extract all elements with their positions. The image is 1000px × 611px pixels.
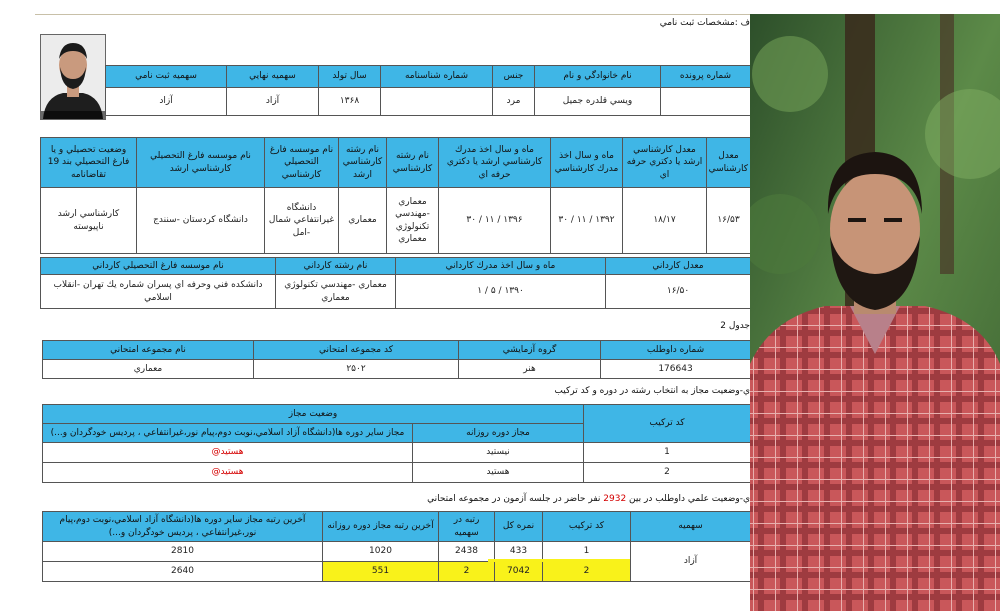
- edu-header: ماه و سال اخذ مدرك كارشناسي: [551, 138, 623, 188]
- reg-value: ۱۳۶۸: [319, 88, 381, 116]
- edu-value: دانشگاه غيرانتفاعي شمال -امل: [265, 188, 339, 254]
- rank-code: 2: [543, 562, 631, 582]
- assoc-value: دانشكده فني وحرفه اي پسران شماره يك تهران -انقلاب اسلامي: [41, 275, 276, 309]
- education-value-row: [41, 188, 751, 254]
- section-title-ranking: ي-وضعيت علمي داوطلب در بين 2932 نفر حاضر در جلسه آزمون در مجموعه امتحاني: [427, 494, 750, 504]
- eligibility-code-header: كد تركيب: [584, 405, 751, 443]
- total-participants: 2932: [603, 494, 627, 504]
- edu-header: نام رشته كارشناسي: [387, 138, 439, 188]
- exam-value: معماري: [43, 360, 254, 379]
- reg-value: آزاد: [106, 88, 227, 116]
- assoc-header: ماه و سال اخذ مدرك كارداني: [396, 258, 606, 275]
- edu-value: ۱۳۹۶ / ۱۱ / ۳۰: [439, 188, 551, 254]
- eligibility-daily-header: مجاز دوره روزانه: [413, 424, 584, 443]
- section-title-eligibility: ي-وضعيت مجاز به انتخاب رشته در دوره و كد تركيب: [554, 386, 750, 396]
- assoc-value: ۱۶/۵۰: [606, 275, 751, 309]
- rank-last-daily: 551: [323, 562, 439, 582]
- eligibility-other: هستيد@: [43, 463, 413, 483]
- applicant-portrait-icon: [41, 35, 105, 119]
- section-title-table2: جدول 2: [720, 321, 750, 331]
- rank-header: رتبه در سهميه: [439, 512, 495, 542]
- exam-value: 176643: [601, 360, 751, 379]
- reg-value: ويسي قلدره جميل: [535, 88, 661, 116]
- eligibility-other: هستيد@: [43, 443, 413, 463]
- highlight-marker: [488, 559, 630, 562]
- section-title-registration: ف :مشخصات ثبت نامي: [659, 18, 750, 28]
- reg-header: شماره پرونده: [661, 66, 751, 88]
- top-divider: [35, 14, 750, 15]
- edu-header: وضعيت تحصيلي و يا فارغ التحصيلي بند 19 تقاضانامه: [41, 138, 137, 188]
- ranking-table: [42, 511, 750, 582]
- edu-header: ماه و سال اخذ مدرك كارشناسي ارشد يا دكتري حرفه اي: [439, 138, 551, 188]
- eligibility-status-header: وضعيت مجاز: [43, 405, 584, 424]
- reg-header: شماره شناسنامه: [381, 66, 493, 88]
- assoc-value: معماري -مهندسي تكنولوژي معماري: [276, 275, 396, 309]
- exam-header: گروه آزمايشي: [459, 341, 601, 360]
- exam-header: كد مجموعه امتحاني: [254, 341, 459, 360]
- eligibility-daily: هستيد: [413, 463, 584, 483]
- registration-table: [105, 65, 750, 116]
- assoc-header: معدل كارداني: [606, 258, 751, 275]
- reg-header: نام خانوادگي و نام: [535, 66, 661, 88]
- rank-code: 1: [543, 542, 631, 562]
- eligibility-header-row-1: [43, 405, 751, 424]
- rank-last-daily: 1020: [323, 542, 439, 562]
- rank-header: آخرين رتبه مجاز دوره روزانه: [323, 512, 439, 542]
- exam-group-table: [42, 340, 750, 379]
- rank-header: آخرين رتبه مجاز ساير دوره ها(دانشگاه آزاد اسلامي،نوبت دوم،پيام نور،غيرانتفاعي ، پرديس خودگردان و...): [43, 512, 323, 542]
- exam-header: شماره داوطلب: [601, 341, 751, 360]
- exam-value-row: [43, 360, 751, 379]
- ranking-header-row: [43, 512, 751, 542]
- registration-value-row: [106, 88, 751, 116]
- reg-value: مرد: [493, 88, 535, 116]
- rank-quota: آزاد: [631, 542, 751, 582]
- exam-value: هنر: [459, 360, 601, 379]
- rank-total-score: 7042: [495, 562, 543, 582]
- edu-value: معماري -مهندسي تكنولوژي معماري: [387, 188, 439, 254]
- rank-last-other: 2810: [43, 542, 323, 562]
- exam-header: نام مجموعه امتحاني: [43, 341, 254, 360]
- edu-header: معدل كارشناسي ارشد يا دكتري حرفه اي: [623, 138, 707, 188]
- ranking-row: [43, 542, 751, 562]
- eligibility-code: 1: [584, 443, 751, 463]
- education-table: [40, 137, 750, 254]
- edu-header: نام موسسه فارغ التحصيلي كارشناسي: [265, 138, 339, 188]
- rank-header: سهميه: [631, 512, 751, 542]
- rank-header: كد تركيب: [543, 512, 631, 542]
- associate-degree-table: [40, 257, 750, 309]
- reg-header: سهميه ثبت نامي: [106, 66, 227, 88]
- reg-header: سهميه نهايي: [227, 66, 319, 88]
- edu-header: معدل كارشناسي: [707, 138, 751, 188]
- associate-value-row: [41, 275, 751, 309]
- reg-header: سال تولد: [319, 66, 381, 88]
- eligibility-daily: نيستيد: [413, 443, 584, 463]
- exam-value: ۲۵۰۲: [254, 360, 459, 379]
- eligibility-code: 2: [584, 463, 751, 483]
- edu-value: دانشگاه كردستان -سنندج: [137, 188, 265, 254]
- assoc-value: ۱۳۹۰ / ۵ / ۱: [396, 275, 606, 309]
- edu-value: معماري: [339, 188, 387, 254]
- edu-value: ۱۸/۱۷: [623, 188, 707, 254]
- registration-header-row: [106, 66, 751, 88]
- edu-value: كارشناسي ارشد ناپيوسته: [41, 188, 137, 254]
- associate-header-row: [41, 258, 751, 275]
- exam-header-row: [43, 341, 751, 360]
- applicant-avatar: [40, 34, 106, 120]
- edu-header: نام موسسه فارغ التحصيلي كارشناسي ارشد: [137, 138, 265, 188]
- eligibility-row: [43, 443, 751, 463]
- rank-in-quota: 2438: [439, 542, 495, 562]
- eligibility-other-header: مجاز ساير دوره ها(دانشگاه آزاد اسلامي،نوبت دوم،پيام نور،غيرانتفاعي ، پرديس خودگردان و...): [43, 424, 413, 443]
- man-portrait-photo-icon: [750, 14, 1000, 611]
- assoc-header: نام موسسه فارغ التحصيلي كارداني: [41, 258, 276, 275]
- edu-header: نام رشته كارشناسي ارشد: [339, 138, 387, 188]
- applicant-photo: [750, 14, 1000, 611]
- reg-value: [661, 88, 751, 116]
- rank-header: نمره كل: [495, 512, 543, 542]
- rank-in-quota: 2: [439, 562, 495, 582]
- assoc-header: نام رشته كارداني: [276, 258, 396, 275]
- reg-header: جنس: [493, 66, 535, 88]
- eligibility-table: [42, 404, 750, 483]
- reg-value: آزاد: [227, 88, 319, 116]
- rank-total-score: 433: [495, 542, 543, 562]
- eligibility-row: [43, 463, 751, 483]
- education-header-row: [41, 138, 751, 188]
- rank-last-other: 2640: [43, 562, 323, 582]
- edu-value: ۱۶/۵۳: [707, 188, 751, 254]
- reg-value: [381, 88, 493, 116]
- edu-value: ۱۳۹۲ / ۱۱ / ۳۰: [551, 188, 623, 254]
